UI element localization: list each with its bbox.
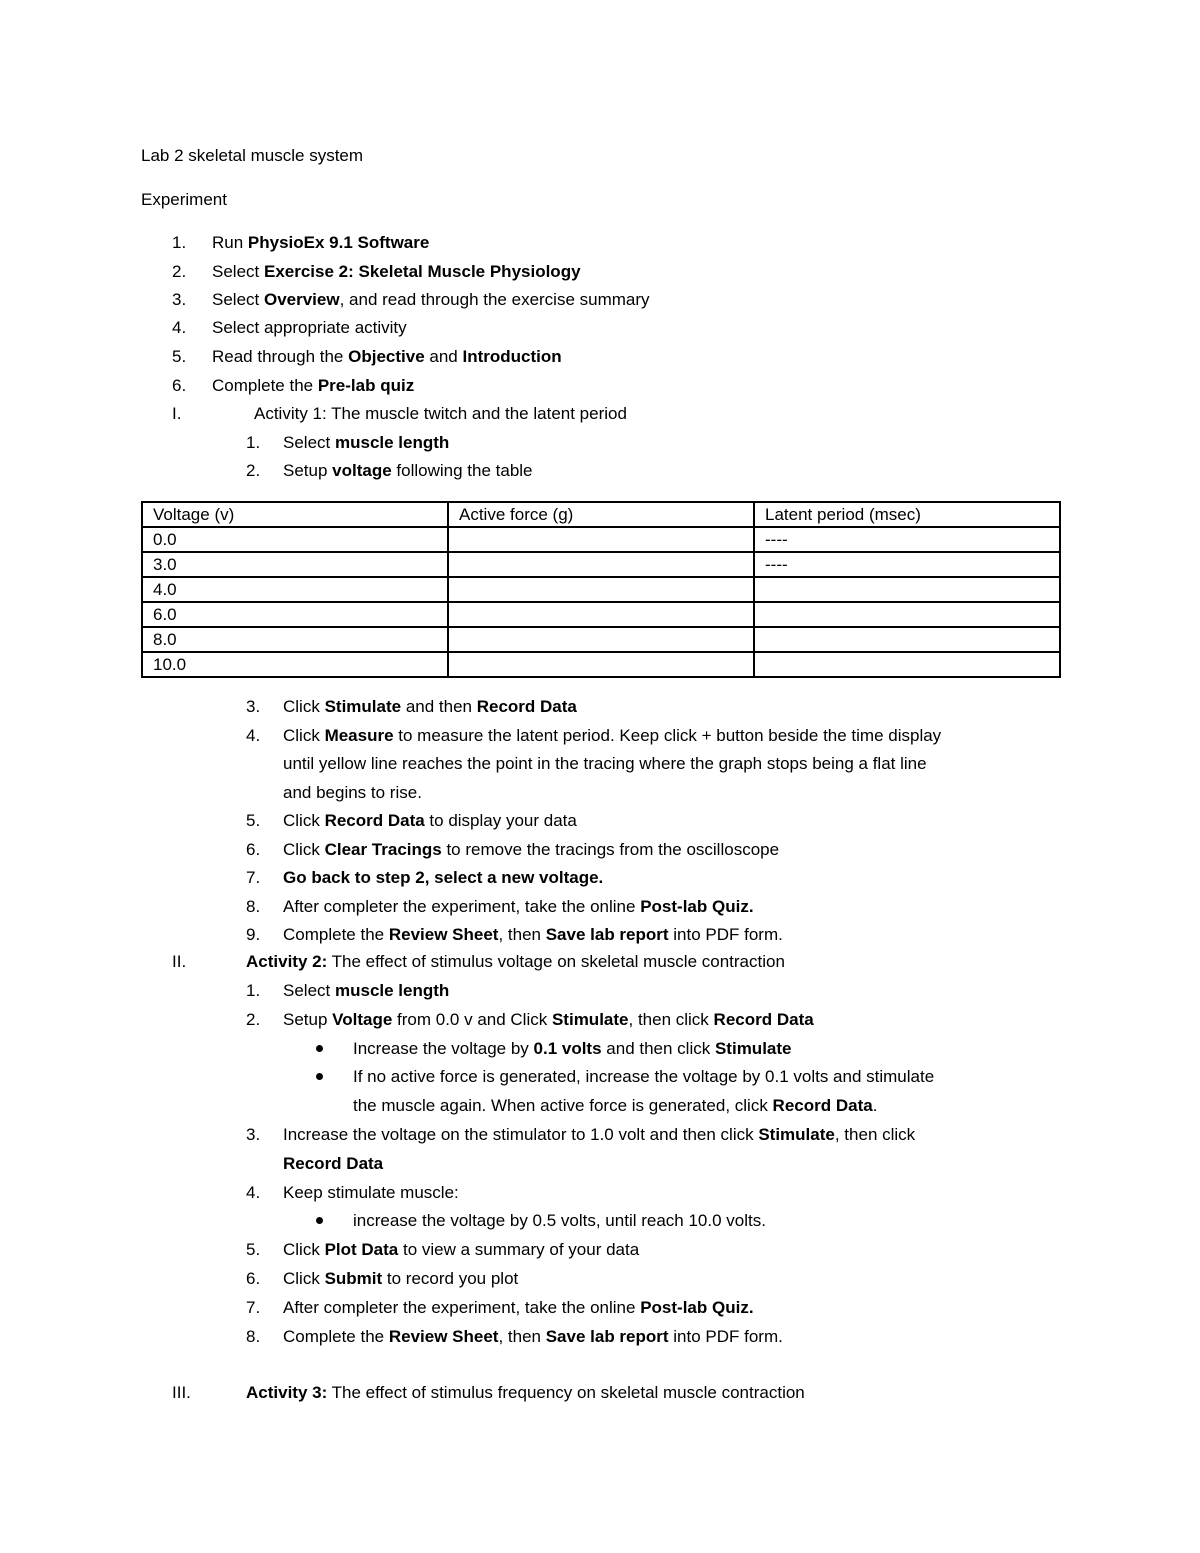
- table-cell: [448, 652, 754, 677]
- list-number: 4.: [246, 725, 261, 745]
- column-header: Voltage (v): [142, 502, 448, 527]
- table-cell: 3.0: [142, 552, 448, 577]
- bold-text: Record Data: [772, 1096, 873, 1116]
- list-number: 6.: [172, 376, 187, 395]
- bold-text: Go back to step 2, select a new voltage.: [283, 868, 604, 887]
- text-run: Click: [283, 1269, 325, 1288]
- bold-text: Clear Tracings: [324, 839, 442, 859]
- bold-text: Submit: [324, 1269, 383, 1288]
- text-run: , then click: [834, 1125, 916, 1144]
- list-item-text: [283, 1240, 639, 1260]
- table-cell: [754, 652, 1060, 677]
- list-item-text: [283, 754, 927, 774]
- bold-text: Stimulate: [758, 1125, 835, 1144]
- text-run: following the table: [391, 461, 533, 480]
- list-number: 9.: [246, 925, 261, 944]
- text-run: increase the voltage by 0.5 volts, until reach 10.0 volts.: [353, 1211, 766, 1231]
- bold-text: Overview: [263, 290, 340, 309]
- bold-text: Exercise 2: Skeletal Muscle Physiology: [263, 262, 581, 281]
- bold-text: PhysioEx 9.1 Software: [247, 233, 430, 252]
- text-run: After completer the experiment, take the online: [283, 1297, 641, 1317]
- list-item-text: [246, 952, 785, 972]
- bold-text: Record Data: [283, 1153, 384, 1173]
- text-run: Select: [212, 262, 264, 281]
- bold-text: muscle length: [334, 433, 450, 452]
- bold-text: Activity 3:: [246, 1383, 328, 1402]
- text-run: Select appropriate activity: [212, 318, 407, 337]
- table-cell: [448, 602, 754, 627]
- list-item-text: [283, 783, 422, 803]
- column-header: Active force (g): [448, 502, 754, 527]
- list-number: 1.: [246, 433, 261, 452]
- table-cell: 6.0: [142, 602, 448, 627]
- bold-text: Voltage: [332, 1009, 393, 1029]
- text-run: The effect of stimulus frequency on skeletal muscle contraction: [327, 1383, 805, 1402]
- list-number: 4.: [172, 318, 187, 337]
- list-item-text: [283, 433, 449, 453]
- list-item-text: [212, 262, 581, 282]
- bullet-icon: [316, 1217, 323, 1224]
- table-cell: [448, 627, 754, 652]
- section-heading: Experiment: [141, 190, 227, 209]
- text-run: After completer the experiment, take the online: [283, 896, 641, 916]
- list-item-text: [283, 897, 754, 917]
- text-run: into PDF form.: [668, 925, 783, 944]
- list-item-text: [283, 697, 577, 717]
- table-cell: 4.0: [142, 577, 448, 602]
- text-run: Click: [283, 697, 325, 716]
- table-row: [142, 652, 1060, 677]
- list-item-text: [212, 318, 407, 338]
- text-run: , and read through the exercise summary: [339, 290, 650, 309]
- bold-text: Objective: [348, 347, 425, 366]
- list-number: 2.: [172, 262, 187, 281]
- text-run: the muscle again. When active force is generated, click: [353, 1096, 773, 1116]
- bold-text: Record Data: [324, 811, 425, 830]
- bold-text: 0.1 volts: [533, 1038, 602, 1058]
- text-run: until yellow line reaches the point in the tracing where the graph stops being a flat line: [283, 754, 927, 773]
- text-run: Complete the: [283, 925, 389, 944]
- bold-text: Stimulate: [324, 697, 402, 716]
- text-run: Read through the: [212, 347, 349, 366]
- text-run: Run: [212, 233, 248, 252]
- roman-numeral: III.: [172, 1383, 191, 1402]
- list-number: 3.: [172, 290, 187, 309]
- bullet-icon: [316, 1073, 323, 1080]
- text-run: Click: [283, 811, 325, 830]
- list-number: 5.: [172, 347, 187, 366]
- table-cell: [754, 627, 1060, 652]
- table-header-row: [142, 502, 1060, 527]
- list-number: 1.: [246, 981, 261, 1000]
- text-run: Select: [283, 981, 335, 1000]
- table-row: [142, 552, 1060, 577]
- text-run: to measure the latent period. Keep click + button beside the time display: [393, 725, 942, 745]
- list-number: 6.: [246, 1269, 261, 1288]
- bold-text: muscle length: [334, 981, 450, 1000]
- bold-text: Save lab report: [545, 925, 669, 944]
- table-cell: [754, 577, 1060, 602]
- text-run: Complete the: [212, 376, 318, 395]
- list-item-text: [283, 726, 941, 746]
- bold-text: Stimulate: [551, 1009, 629, 1029]
- list-number: 3.: [246, 1125, 261, 1144]
- list-item-text: [353, 1039, 792, 1059]
- list-number: 7.: [246, 868, 261, 887]
- table-cell: 0.0: [142, 527, 448, 552]
- list-number: 2.: [246, 461, 261, 480]
- bold-text: Stimulate: [714, 1038, 792, 1058]
- list-item-text: [212, 290, 650, 310]
- list-item-text: [353, 1211, 766, 1231]
- table-row: [142, 627, 1060, 652]
- list-item-text: [283, 840, 779, 860]
- text-run: Complete the: [283, 1326, 389, 1346]
- bold-text: Pre-lab quiz: [317, 376, 415, 395]
- table-cell: ----: [754, 552, 1060, 577]
- text-run: Click: [283, 725, 325, 745]
- text-run: , then: [498, 1326, 546, 1346]
- list-item-text: [283, 1183, 459, 1203]
- bold-text: Post-lab Quiz.: [640, 1297, 754, 1317]
- table-cell: 10.0: [142, 652, 448, 677]
- bold-text: Review Sheet: [388, 1326, 499, 1346]
- text-run: .: [872, 1096, 878, 1116]
- list-item-text: [283, 925, 783, 945]
- list-item-text: [283, 1154, 383, 1174]
- list-item-text: [283, 1327, 783, 1347]
- text-run: Activity 1: The muscle twitch and the latent period: [254, 404, 627, 423]
- list-number: 8.: [246, 896, 261, 916]
- text-run: Select: [283, 433, 335, 452]
- table-cell: [754, 602, 1060, 627]
- list-item-text: [283, 1298, 754, 1318]
- list-number: 4.: [246, 1182, 261, 1202]
- table-cell: [448, 552, 754, 577]
- text-run: and begins to rise.: [283, 782, 422, 802]
- text-run: , then click: [628, 1009, 714, 1029]
- list-number: 5.: [246, 1240, 261, 1260]
- list-item-text: [212, 233, 429, 253]
- list-number: 7.: [246, 1297, 261, 1317]
- text-run: from 0.0 v and Click: [392, 1009, 552, 1029]
- text-run: and then: [401, 697, 477, 716]
- list-item-text: [246, 1383, 805, 1403]
- text-run: Increase the voltage by: [353, 1038, 534, 1058]
- text-run: , then: [498, 925, 546, 944]
- bullet-icon: [316, 1045, 323, 1052]
- bold-text: Save lab report: [545, 1326, 669, 1346]
- bold-text: Post-lab Quiz.: [640, 896, 754, 916]
- roman-numeral: I.: [172, 404, 182, 423]
- column-header: Latent period (msec): [754, 502, 1060, 527]
- bold-text: Record Data: [476, 697, 577, 716]
- table-cell: 8.0: [142, 627, 448, 652]
- text-run: to display your data: [424, 811, 577, 830]
- list-number: 6.: [246, 839, 261, 859]
- list-number: 3.: [246, 697, 261, 716]
- list-item-text: [283, 1010, 814, 1030]
- text-run: Increase the voltage on the stimulator to 1.0 volt and then click: [283, 1125, 759, 1144]
- list-item-text: [283, 811, 577, 831]
- list-number: 1.: [172, 233, 187, 252]
- text-run: Select: [212, 290, 264, 309]
- table-row: [142, 527, 1060, 552]
- list-number: 8.: [246, 1326, 261, 1346]
- bold-text: Review Sheet: [388, 925, 499, 944]
- bold-text: Activity 2:: [246, 952, 328, 971]
- table-row: [142, 602, 1060, 627]
- text-run: Setup: [283, 461, 333, 480]
- list-item-text: [212, 376, 414, 396]
- page-title: Lab 2 skeletal muscle system: [141, 146, 364, 165]
- list-item-text: [254, 404, 627, 424]
- list-number: 5.: [246, 811, 261, 830]
- bold-text: Plot Data: [324, 1240, 399, 1260]
- list-item-text: [283, 868, 603, 888]
- list-item-text: [283, 1125, 915, 1145]
- roman-numeral: II.: [172, 952, 187, 971]
- list-item-text: [212, 347, 562, 367]
- text-run: Keep stimulate muscle:: [283, 1182, 459, 1202]
- text-run: and then click: [601, 1038, 715, 1058]
- table-row: [142, 577, 1060, 602]
- list-item-text: [353, 1096, 877, 1116]
- list-item-text: [283, 461, 533, 481]
- text-run: to record you plot: [382, 1269, 519, 1288]
- table-cell: ----: [754, 527, 1060, 552]
- text-run: to view a summary of your data: [398, 1240, 640, 1260]
- bold-text: voltage: [332, 461, 392, 480]
- text-run: to remove the tracings from the oscilloscope: [441, 839, 780, 859]
- text-run: and: [424, 347, 463, 366]
- bold-text: Record Data: [713, 1009, 814, 1029]
- text-run: Setup: [283, 1009, 333, 1029]
- text-run: If no active force is generated, increase the voltage by 0.1 volts and stimulate: [353, 1067, 935, 1087]
- text-run: Click: [283, 1240, 325, 1260]
- list-item-text: [353, 1067, 934, 1087]
- text-run: The effect of stimulus voltage on skeletal muscle contraction: [327, 952, 785, 971]
- list-item-text: [283, 981, 449, 1001]
- bold-text: Introduction: [462, 347, 562, 366]
- voltage-table: [141, 501, 1061, 678]
- table-cell: [448, 577, 754, 602]
- table-cell: [448, 527, 754, 552]
- list-number: 2.: [246, 1009, 261, 1029]
- list-item-text: [283, 1269, 518, 1289]
- text-run: Click: [283, 839, 325, 859]
- bold-text: Measure: [324, 725, 394, 745]
- text-run: into PDF form.: [668, 1326, 783, 1346]
